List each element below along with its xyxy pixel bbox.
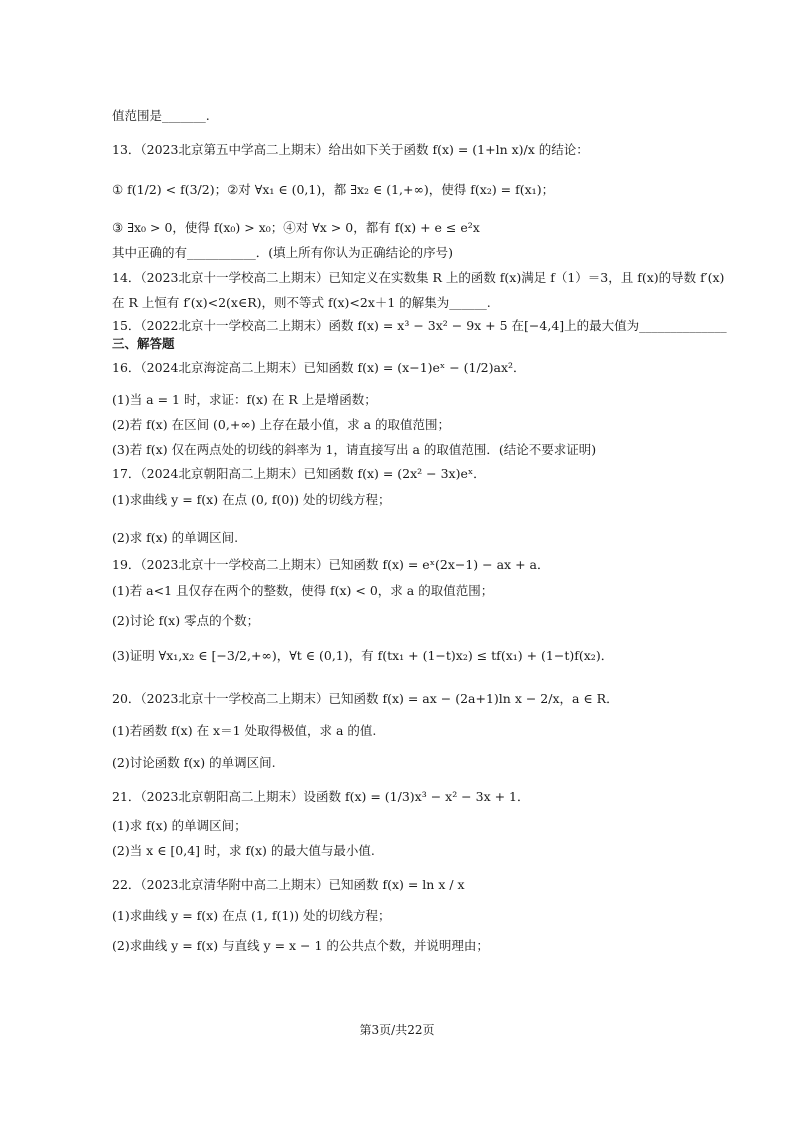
text-line: ① f(1/2) < f(3/2)；②对 ∀x₁ ∈ (0,1)，都 ∃x₂ ∈ (1,+∞)，使得 f(x₂) = f(x₁)； xyxy=(112,182,555,197)
question-14: 14．（2023北京十一学校高二上期末）已知定义在实数集 R 上的函数 f(x)满足 f（1）＝3，且 f(x)的导数 f′(x) xyxy=(112,270,725,285)
question-19: 19．（2023北京十一学校高二上期末）已知函数 f(x) = eˣ(2x−1) − ax + a． xyxy=(112,557,550,572)
text-line: (2)讨论 f(x) 零点的个数； xyxy=(112,613,260,628)
question-16: 16．（2024北京海淀高二上期末）已知函数 f(x) = (x−1)eˣ − (1/2)ax²． xyxy=(112,360,526,375)
text-line: (2)求 f(x) 的单调区间. xyxy=(112,530,239,545)
question-22: 22．（2023北京清华附中高二上期末）已知函数 f(x) = ln x / x xyxy=(112,877,465,892)
text-line: (1)若 a<1 且仅存在两个的整数，使得 f(x) < 0，求 a 的取值范围； xyxy=(112,583,494,598)
text-line: (3)若 f(x) 仅在两点处的切线的斜率为 1，请直接写出 a 的取值范围．(结论不要求证明) xyxy=(112,442,597,457)
text-line: 其中正确的有___________．(填上所有你认为正确结论的序号) xyxy=(112,245,454,260)
text-line: (1)求 f(x) 的单调区间； xyxy=(112,818,247,833)
text-line: (3)证明 ∀x₁,x₂ ∈ [−3/2,+∞)，∀t ∈ (0,1)，有 f(tx₁ + (1−t)x₂) ≤ tf(x₁) + (1−t)f(x₂)． xyxy=(112,648,614,663)
question-13: 13．（2023北京第五中学高二上期末）给出如下关于函数 f(x) = (1+ln x)/x 的结论： xyxy=(112,142,589,157)
text-line: 值范围是_______. xyxy=(112,108,210,123)
text-line: (1)求曲线 y = f(x) 在点 (1, f(1)) 处的切线方程； xyxy=(112,908,391,923)
section-heading: 三、解答题 xyxy=(112,336,175,351)
question-21: 21．（2023北京朝阳高二上期末）设函数 f(x) = (1/3)x³ − x² − 3x + 1． xyxy=(112,789,530,804)
text-line: (2)若 f(x) 在区间 (0,+∞) 上存在最小值，求 a 的取值范围； xyxy=(112,417,450,432)
text-line: (1)若函数 f(x) 在 x＝1 处取得极值，求 a 的值. xyxy=(112,723,377,738)
question-20: 20．（2023北京十一学校高二上期末）已知函数 f(x) = ax − (2a+1)ln x − 2/x，a ∈ R． xyxy=(112,691,619,706)
text-line: (2)当 x ∈ [0,4] 时，求 f(x) 的最大值与最小值. xyxy=(112,843,375,858)
question-15: 15．（2022北京十一学校高二上期末）函数 f(x) = x³ − 3x² − 9x + 5 在[−4,4]上的最大值为______________ xyxy=(112,318,727,333)
text-line: (2)求曲线 y = f(x) 与直线 y = x − 1 的公共点个数，并说明理由； xyxy=(112,938,489,953)
page-number: 第3页/共22页 xyxy=(359,1023,435,1037)
question-17: 17．（2024北京朝阳高二上期末）已知函数 f(x) = (2x² − 3x)eˣ． xyxy=(112,466,486,481)
text-line: (1)当 a = 1 时，求证：f(x) 在 R 上是增函数； xyxy=(112,392,377,407)
text-line: (2)讨论函数 f(x) 的单调区间. xyxy=(112,755,276,770)
text-line: 在 R 上恒有 f′(x)<2(x∈R)，则不等式 f(x)<2x＋1 的解集为______. xyxy=(112,295,491,310)
text-line: ③ ∃x₀ > 0，使得 f(x₀) > x₀；④对 ∀x > 0，都有 f(x) + e ≤ e²x xyxy=(112,220,480,235)
text-line: (1)求曲线 y = f(x) 在点 (0, f(0)) 处的切线方程； xyxy=(112,492,391,507)
